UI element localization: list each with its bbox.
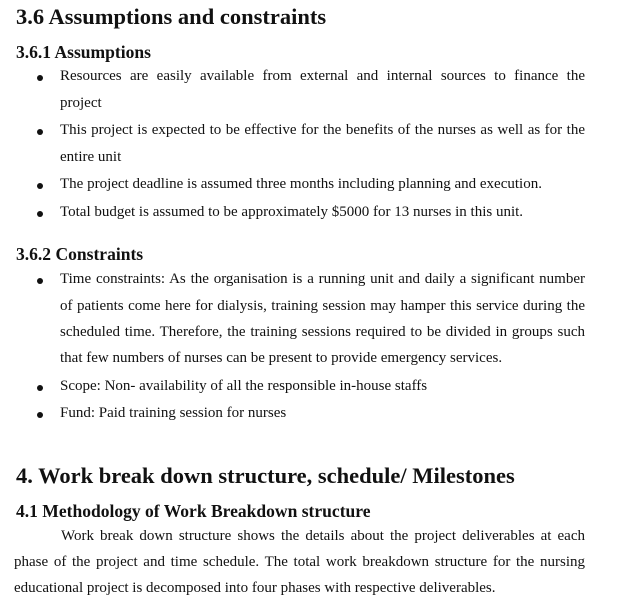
bullet-icon [37, 75, 43, 81]
heading-3-6: 3.6 Assumptions and constraints [16, 4, 327, 29]
document-page: 3.6 Assumptions and constraints 3.6.1 Assumptions Resources are easily available from external and internal sources to finance the project This project is expected to be effective for the benefits of the nurses as well as for the entire unit The project deadline is assumed three months including planning and execution. Total budget is assumed to be approximately $5000 for 13 nurses in this unit. 3.6.2 Constraints Time constraints: As the organisation is a running unit and daily a significant number of patients come here for dialysis, training session may hamper this service during the scheduled time. Therefore, the training sessions required to be divided in groups such that few numbers of nurses can be present to provide emergency services. Scope: Non- availability of all the responsible in-house staffs Fund: Paid training session for nurses 4. Work break down structure, schedule/ Milestones 4.1 Methodology of Work Breakdown structure Work break down structure shows the details about the project deliverables at each phase of the project and time schedule. The total work breakdown structure for the nursing educational project is decomposed into four phases with respective deliverables. [14, 4, 585, 596]
bullet-icon [37, 385, 43, 391]
heading-4: 4. Work break down structure, schedule/ Milestones [16, 463, 515, 488]
heading-3-6-2: 3.6.2 Constraints [16, 244, 144, 264]
bullet-icon [37, 129, 43, 135]
bullet-icon [37, 278, 43, 284]
heading-4-1: 4.1 Methodology of Work Breakdown structure [16, 501, 371, 521]
bullet-icon [37, 183, 43, 189]
bullet-icon [37, 211, 43, 217]
heading-3-6-1: 3.6.1 Assumptions [16, 42, 151, 62]
bullet-icon [37, 412, 43, 418]
